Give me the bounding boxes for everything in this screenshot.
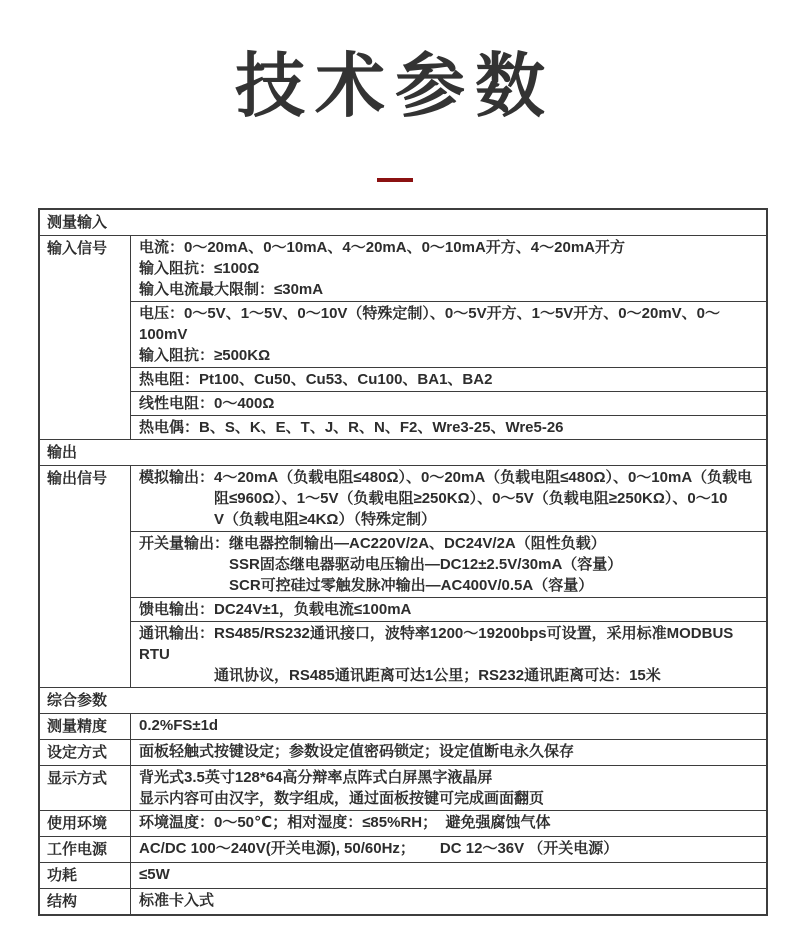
spec-table xyxy=(38,208,768,916)
row-content xyxy=(131,837,766,862)
spec-line: 输入阻抗：≥500KΩ xyxy=(139,347,271,364)
row-display-mode xyxy=(40,765,766,810)
row-operating-environment xyxy=(40,810,766,836)
row-label: 功耗 xyxy=(40,863,131,888)
section-measurement-input xyxy=(40,210,766,235)
row-output-signal xyxy=(40,465,766,687)
spec-line: 输入电流最大限制：≤30mA xyxy=(139,281,324,298)
spec-group xyxy=(131,766,766,810)
row-input-signal xyxy=(40,235,766,439)
row-content xyxy=(131,811,766,836)
spec-line: 电压：0～5V、1～5V、0～10V（特殊定制）、0～5V开方、1～5V开方、0～20mV、0～100mV xyxy=(139,305,721,343)
spec-line: 热电偶：B、S、K、E、T、J、R、N、F2、Wre3-25、Wre5-26 xyxy=(139,419,564,436)
spec-group-linear-resistance xyxy=(131,391,766,415)
spec-group-thermocouple xyxy=(131,415,766,439)
section-header-label: 测量输入 xyxy=(47,214,108,231)
row-content xyxy=(131,466,766,687)
spec-group xyxy=(131,740,766,763)
spec-line: 面板轻触式按键设定；参数设定值密码锁定；设定值断电永久保存 xyxy=(139,743,575,760)
row-power-consumption xyxy=(40,862,766,888)
row-label: 测量精度 xyxy=(40,714,131,739)
row-label: 显示方式 xyxy=(40,766,131,810)
row-content xyxy=(131,766,766,810)
spec-line: SSR固态继电器驱动电压输出—DC12±2.5V/30mA（容量） xyxy=(229,556,623,573)
spec-line: ≤5W xyxy=(139,866,170,883)
row-label: 输出信号 xyxy=(40,466,131,687)
spec-line: 环境温度：0～50℃；相对湿度：≤85%RH； 避免强腐蚀气体 xyxy=(139,814,551,831)
page-title: 技术参数 xyxy=(235,47,555,125)
spec-group-analog-output xyxy=(131,466,766,531)
spec-line: 模拟输出：4～20mA（负载电阻≤480Ω）、0～20mA（负载电阻≤480Ω）、0～10mA（负载电 xyxy=(139,469,753,486)
section-header-label: 综合参数 xyxy=(47,692,108,709)
spec-line: V（负载电阻≥4KΩ）（特殊定制） xyxy=(214,511,436,528)
row-structure xyxy=(40,888,766,914)
row-setting-method xyxy=(40,739,766,765)
spec-line: 背光式3.5英寸128*64高分辩率点阵式白屏黑字液晶屏 xyxy=(139,769,493,786)
spec-line: 通讯协议，RS485通讯距离可达1公里；RS232通讯距离可达：15米 xyxy=(214,667,661,684)
row-content xyxy=(131,863,766,888)
spec-line: SCR可控硅过零触发脉冲输出—AC400V/0.5A（容量） xyxy=(229,577,594,594)
spec-group xyxy=(131,714,766,737)
section-output xyxy=(40,439,766,465)
spec-line: 线性电阻：0～400Ω xyxy=(139,395,275,412)
spec-line: 热电阻：Pt100、Cu50、Cu53、Cu100、BA1、BA2 xyxy=(139,371,493,388)
row-content xyxy=(131,740,766,765)
spec-group-voltage xyxy=(131,301,766,367)
spec-line: 0.2%FS±1d xyxy=(139,717,219,734)
spec-group xyxy=(131,889,766,912)
spec-line: 馈电输出：DC24V±1，负载电流≤100mA xyxy=(139,601,412,618)
row-label: 结构 xyxy=(40,889,131,914)
spec-group-rtd xyxy=(131,367,766,391)
title-underline-dash xyxy=(377,178,413,182)
spec-group xyxy=(131,837,766,860)
spec-group-switch-output xyxy=(131,531,766,597)
spec-line: 通讯输出：RS485/RS232通讯接口，波特率1200～19200bps可设置，采用标准MODBUS RTU xyxy=(139,625,738,663)
section-general-parameters xyxy=(40,687,766,713)
spec-line: 电流：0～20mA、0～10mA、4～20mA、0～10mA开方、4～20mA开方 xyxy=(139,239,625,256)
row-power-supply xyxy=(40,836,766,862)
row-label: 使用环境 xyxy=(40,811,131,836)
row-content xyxy=(131,714,766,739)
spec-group xyxy=(131,811,766,834)
spec-group-feed-output xyxy=(131,597,766,621)
row-label: 设定方式 xyxy=(40,740,131,765)
spec-line: 标准卡入式 xyxy=(139,892,215,909)
spec-line: AC/DC 100～240V(开关电源), 50/60Hz； DC 12～36V （开关电源） xyxy=(139,840,619,857)
spec-line: 开关量输出：继电器控制输出—AC220V/2A、DC24V/2A（阻性负载） xyxy=(139,535,606,552)
spec-line: 输入阻抗：≤100Ω xyxy=(139,260,260,277)
spec-line: 显示内容可由汉字，数字组成，通过面板按键可完成画面翻页 xyxy=(139,790,545,807)
spec-group-current xyxy=(131,236,766,301)
spec-line: 阻≤960Ω）、1～5V（负载电阻≥250KΩ）、0～5V（负载电阻≥250KΩ）、0～10 xyxy=(214,490,728,507)
document-page xyxy=(0,38,790,916)
row-measure-accuracy xyxy=(40,713,766,739)
spec-group xyxy=(131,863,766,886)
section-header-label: 输出 xyxy=(47,444,78,461)
row-label: 输入信号 xyxy=(40,236,131,439)
row-label: 工作电源 xyxy=(40,837,131,862)
row-content xyxy=(131,236,766,439)
spec-group-communication-output xyxy=(131,621,766,687)
